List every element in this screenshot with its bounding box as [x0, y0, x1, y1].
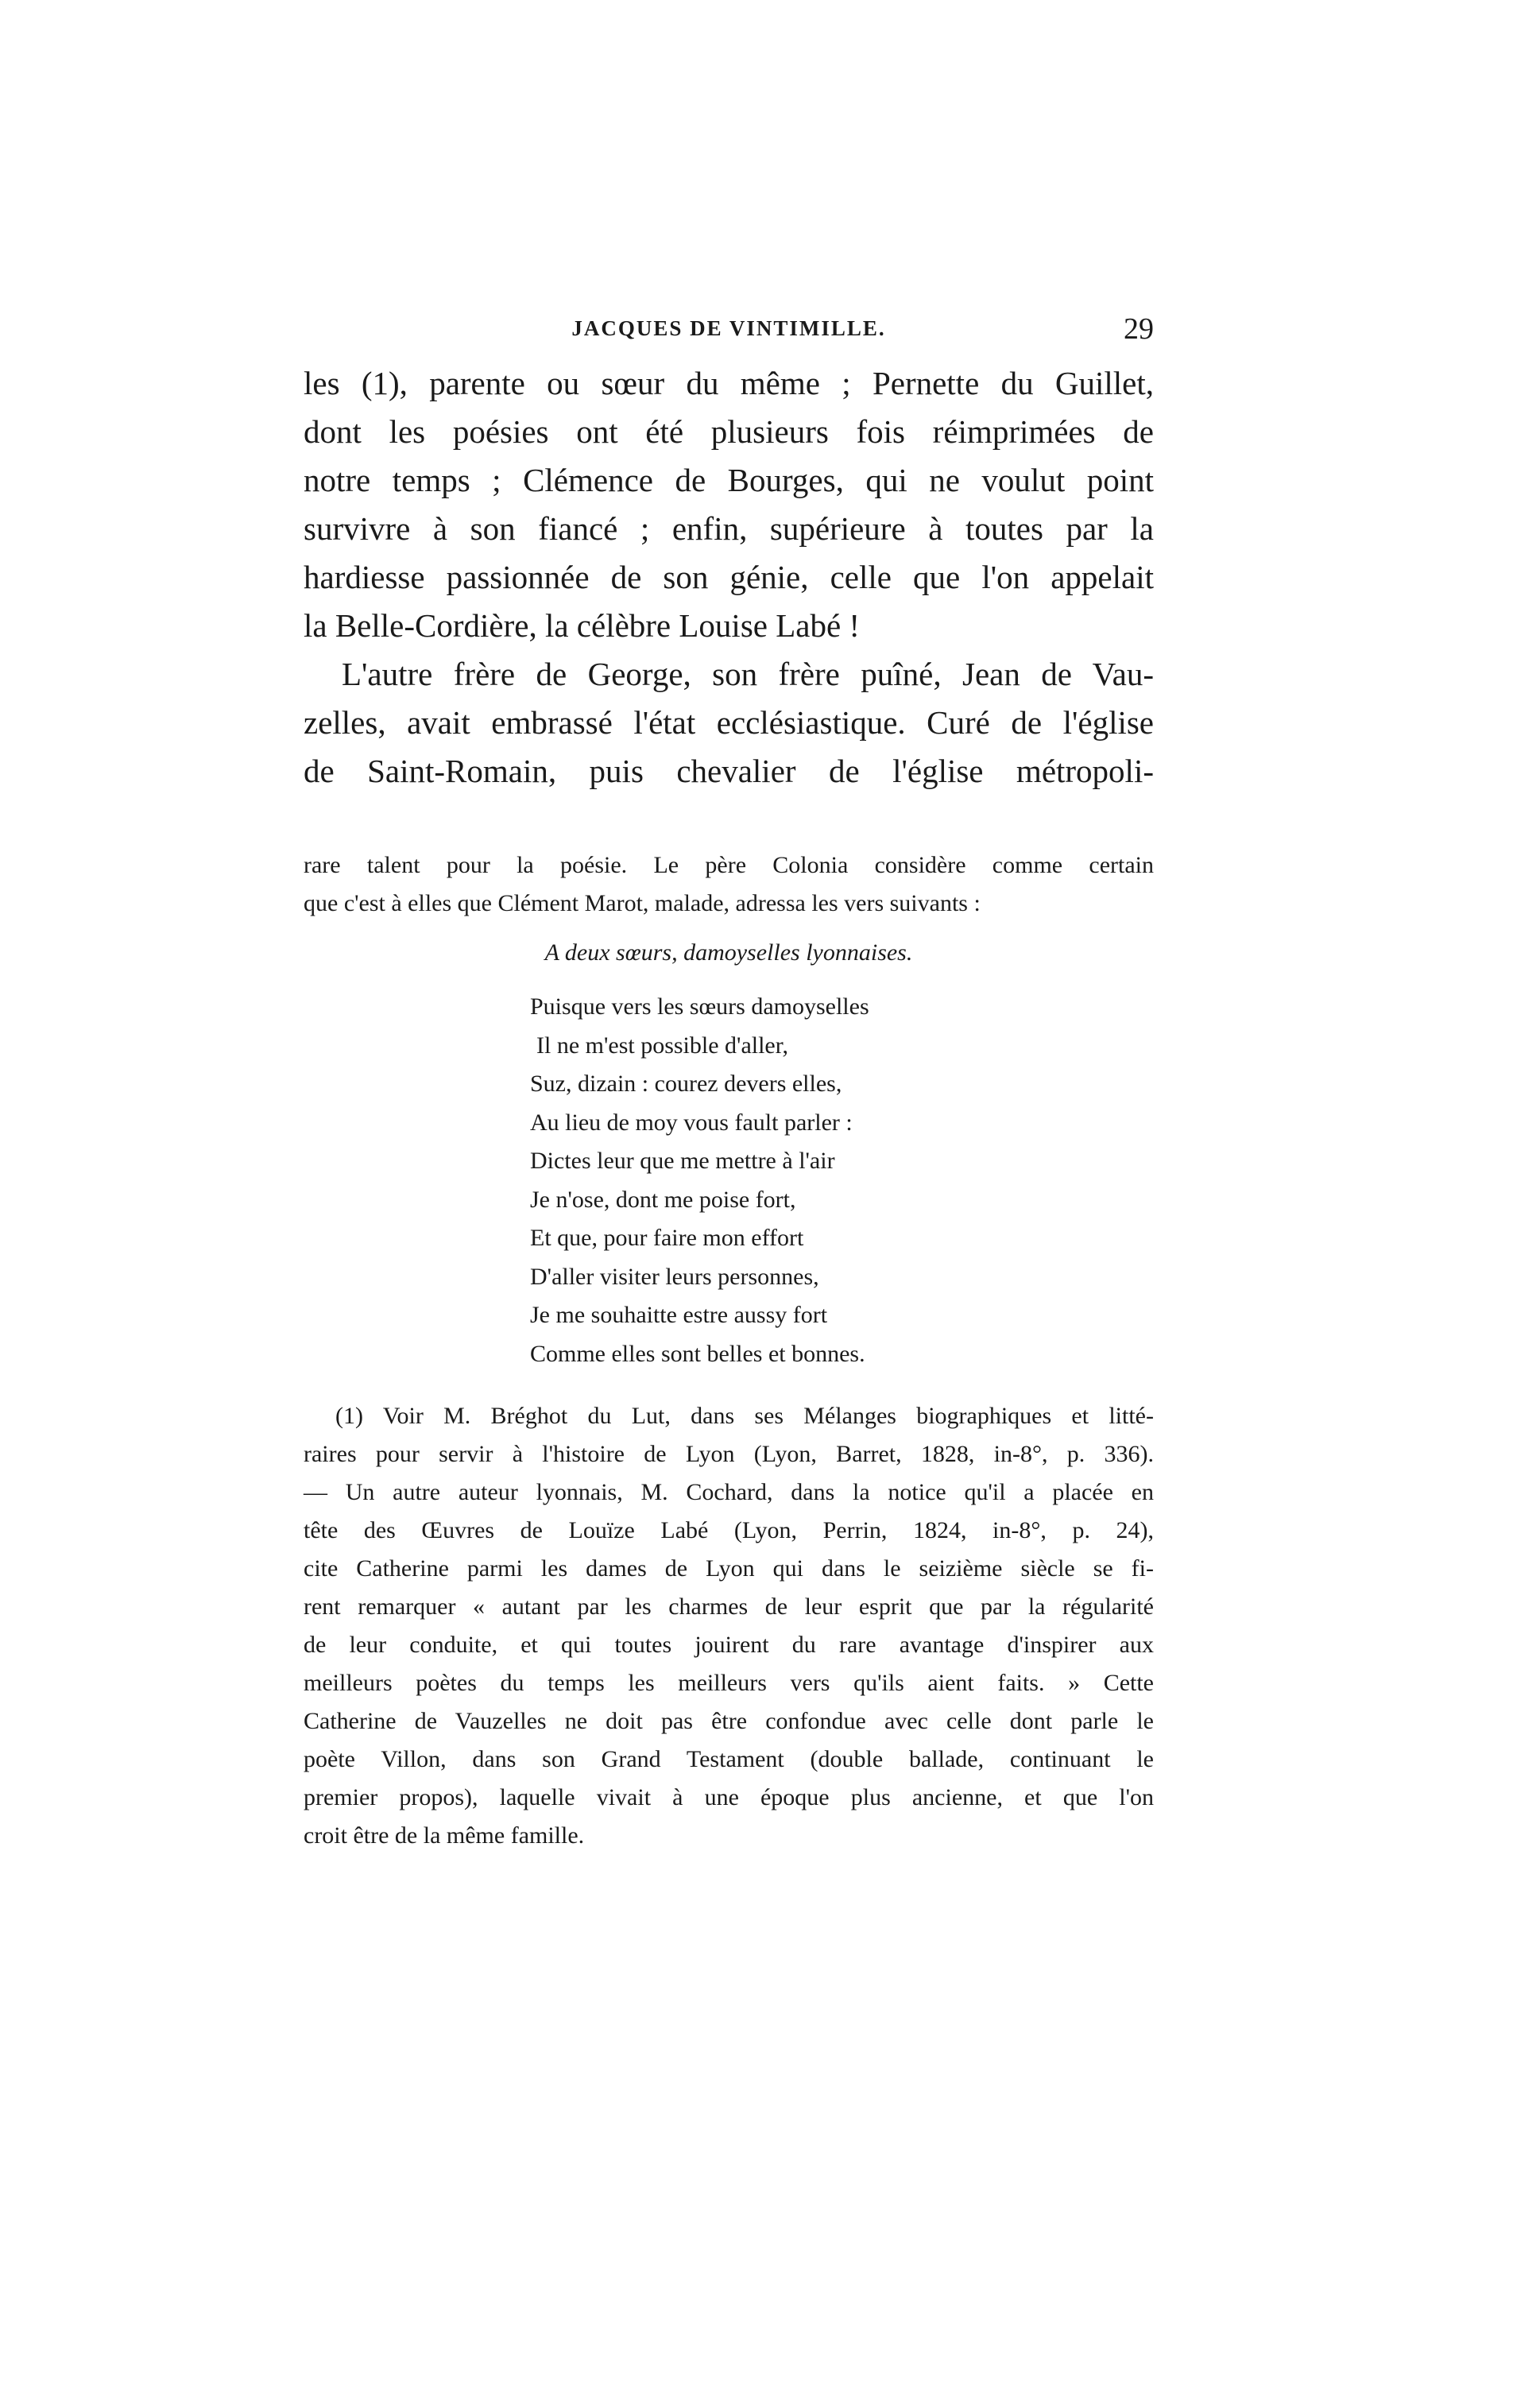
notes-section: [304, 846, 1154, 1855]
footnote-line: cite Catherine parmi les dames de Lyon qui dans le seizième siècle se fi-: [304, 1555, 1154, 1582]
poem-line: Il ne m'est possible d'aller,: [536, 1032, 789, 1059]
footnote: [304, 1397, 1154, 1855]
footnote-line: raires pour servir à l'histoire de Lyon (Lyon, Barret, 1828, in-8°, p. 336).: [304, 1441, 1154, 1467]
note-line: rare talent pour la poésie. Le père Colonia considère comme certain: [304, 852, 1154, 878]
poem-title: A deux sœurs, damoyselles lyonnaises.: [544, 939, 913, 966]
paragraph-2: [304, 650, 1154, 796]
text-line: dont les poésies ont été plusieurs fois réimprimées de: [304, 413, 1154, 450]
poem-line: Comme elles sont belles et bonnes.: [530, 1340, 865, 1367]
text-line: hardiesse passionnée de son génie, celle que l'on appelait: [304, 559, 1154, 595]
text-line: survivre à son fiancé ; enfin, supérieure à toutes par la: [304, 510, 1154, 547]
text-line: les (1), parente ou sœur du même ; Pernette du Guillet,: [304, 365, 1154, 401]
footnote-line: de leur conduite, et qui toutes jouirent du rare avantage d'inspirer aux: [304, 1632, 1154, 1658]
footnote-line: (1) Voir M. Bréghot du Lut, dans ses Mélanges biographiques et litté-: [335, 1403, 1154, 1429]
note-line: que c'est à elles que Clément Marot, malade, adressa les vers suivants :: [304, 890, 981, 916]
footnote-line: poète Villon, dans son Grand Testament (double ballade, continuant le: [304, 1746, 1154, 1772]
page-header: [304, 312, 1154, 348]
text-line: de Saint-Romain, puis chevalier de l'église métropoli-: [304, 753, 1154, 789]
footnote-line: premier propos), laquelle vivait à une époque plus ancienne, et que l'on: [304, 1784, 1154, 1810]
poem-line: Au lieu de moy vous fault parler :: [530, 1109, 853, 1136]
text-line: L'autre frère de George, son frère puîné, Jean de Vau-: [342, 656, 1154, 692]
footnote-line: meilleurs poètes du temps les meilleurs vers qu'ils aient faits. » Cette: [304, 1670, 1154, 1696]
footnote-line: Catherine de Vauzelles ne doit pas être confondue avec celle dont parle le: [304, 1708, 1154, 1734]
footnote-line: croit être de la même famille.: [304, 1822, 585, 1849]
footnote-line: — Un autre auteur lyonnais, M. Cochard, dans la notice qu'il a placée en: [304, 1479, 1154, 1505]
footnote-line: tête des Œuvres de Louïze Labé (Lyon, Perrin, 1824, in-8°, p. 24),: [304, 1517, 1154, 1543]
poem-line: Et que, pour faire mon effort: [530, 1225, 804, 1251]
poem-line: Je n'ose, dont me poise fort,: [530, 1186, 796, 1213]
poem-line: Dictes leur que me mettre à l'air: [530, 1148, 835, 1174]
text-line: notre temps ; Clémence de Bourges, qui ne voulut point: [304, 462, 1154, 498]
footnote-line: rent remarquer « autant par les charmes de leur esprit que par la régularité: [304, 1593, 1154, 1620]
text-line: la Belle-Cordière, la célèbre Louise Labé !: [304, 607, 861, 644]
poem-line: Suz, dizain : courez devers elles,: [530, 1071, 842, 1097]
poem-line: D'aller visiter leurs personnes,: [530, 1263, 819, 1290]
running-title: JACQUES DE VINTIMILLE.: [571, 316, 886, 340]
poem-line: Puisque vers les sœurs damoyselles: [530, 993, 869, 1020]
main-text: [304, 359, 1154, 796]
page-number: 29: [1124, 312, 1154, 346]
text-line: zelles, avait embrassé l'état ecclésiastique. Curé de l'église: [304, 704, 1154, 741]
paragraph-1: [304, 359, 1154, 650]
poem-line: Je me souhaitte estre aussy fort: [530, 1302, 828, 1328]
poem: [530, 988, 1154, 1373]
